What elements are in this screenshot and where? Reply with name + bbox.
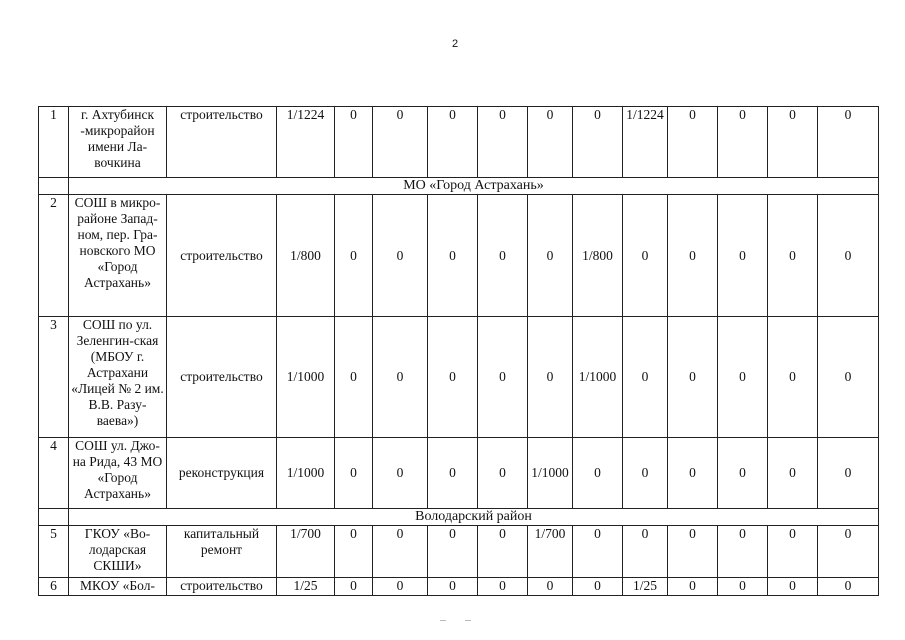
- value-cell: 0: [373, 578, 428, 596]
- value-cell: 0: [373, 107, 428, 178]
- value-cell: 0: [818, 526, 879, 578]
- value-cell: 0: [818, 107, 879, 178]
- value-cell: 0: [373, 438, 428, 509]
- value-cell: 0: [668, 317, 718, 438]
- work-type: строительство: [167, 317, 277, 438]
- value-cell: 0: [668, 578, 718, 596]
- value-cell: 0: [528, 107, 573, 178]
- object-name: МКОУ «Бол-: [69, 578, 167, 596]
- value-cell: 0: [573, 526, 623, 578]
- value-cell: 0: [478, 195, 528, 317]
- value-cell: 0: [818, 317, 879, 438]
- table-row: [39, 107, 879, 178]
- value-cell: 0: [335, 438, 373, 509]
- work-type: капитальный ремонт: [167, 526, 277, 578]
- value-cell: 0: [478, 107, 528, 178]
- scan-artifact: [465, 620, 471, 621]
- row-number: [39, 178, 69, 195]
- row-number: 6: [39, 578, 69, 596]
- section-row: [39, 178, 879, 195]
- value-cell: 1/700: [528, 526, 573, 578]
- object-name: СОШ в микро-районе Запад-ном, пер. Гра-новского МО «Город Астрахань»: [69, 195, 167, 317]
- value-cell: 0: [373, 317, 428, 438]
- value-cell: 0: [428, 438, 478, 509]
- value-cell: 1/800: [573, 195, 623, 317]
- value-cell: 1/800: [277, 195, 335, 317]
- value-cell: 0: [718, 578, 768, 596]
- value-cell: 0: [573, 578, 623, 596]
- value-cell: 0: [335, 317, 373, 438]
- value-cell: 0: [573, 438, 623, 509]
- value-cell: 0: [428, 526, 478, 578]
- work-type: строительство: [167, 578, 277, 596]
- value-cell: 0: [478, 526, 528, 578]
- value-cell: 1/25: [623, 578, 668, 596]
- value-cell: 0: [768, 438, 818, 509]
- value-cell: 0: [718, 195, 768, 317]
- value-cell: 0: [718, 107, 768, 178]
- value-cell: 1/25: [277, 578, 335, 596]
- work-type: строительство: [167, 107, 277, 178]
- object-name: ГКОУ «Во-лодарская СКШИ»: [69, 526, 167, 578]
- value-cell: 0: [768, 195, 818, 317]
- value-cell: 0: [768, 317, 818, 438]
- value-cell: 0: [768, 578, 818, 596]
- value-cell: 1/1000: [528, 438, 573, 509]
- value-cell: 0: [623, 438, 668, 509]
- value-cell: 0: [768, 526, 818, 578]
- value-cell: 0: [478, 578, 528, 596]
- value-cell: 0: [373, 195, 428, 317]
- value-cell: 1/1224: [277, 107, 335, 178]
- page-number: 2: [452, 38, 459, 50]
- value-cell: 0: [428, 195, 478, 317]
- value-cell: 0: [818, 438, 879, 509]
- value-cell: 0: [478, 317, 528, 438]
- table-row: [39, 578, 879, 596]
- value-cell: 0: [718, 438, 768, 509]
- value-cell: 0: [623, 195, 668, 317]
- table-row: [39, 438, 879, 509]
- object-name: СОШ по ул. Зеленгин-ская (МБОУ г. Астрахани «Лицей № 2 им. В.В. Разу-ваева»): [69, 317, 167, 438]
- objects-table: [38, 106, 879, 596]
- row-number: 1: [39, 107, 69, 178]
- value-cell: 0: [335, 195, 373, 317]
- scan-artifact: [440, 620, 446, 621]
- value-cell: 0: [373, 526, 428, 578]
- value-cell: 0: [668, 107, 718, 178]
- value-cell: 0: [335, 107, 373, 178]
- value-cell: 0: [718, 526, 768, 578]
- value-cell: 0: [818, 195, 879, 317]
- value-cell: 0: [623, 317, 668, 438]
- value-cell: 0: [528, 195, 573, 317]
- value-cell: 0: [478, 438, 528, 509]
- value-cell: 1/1000: [277, 317, 335, 438]
- section-header: МО «Город Астрахань»: [69, 178, 879, 195]
- value-cell: 1/700: [277, 526, 335, 578]
- value-cell: 0: [623, 526, 668, 578]
- work-type: строительство: [167, 195, 277, 317]
- section-row: [39, 509, 879, 526]
- value-cell: 0: [818, 578, 879, 596]
- value-cell: 0: [718, 317, 768, 438]
- value-cell: 0: [573, 107, 623, 178]
- value-cell: 1/1000: [573, 317, 623, 438]
- object-name: СОШ ул. Джо-на Рида, 43 МО «Город Астрахань»: [69, 438, 167, 509]
- value-cell: 0: [335, 578, 373, 596]
- value-cell: 0: [668, 195, 718, 317]
- value-cell: 0: [335, 526, 373, 578]
- table-row: [39, 317, 879, 438]
- work-type: реконструкция: [167, 438, 277, 509]
- row-number: 4: [39, 438, 69, 509]
- value-cell: 0: [668, 526, 718, 578]
- value-cell: 1/1224: [623, 107, 668, 178]
- value-cell: 0: [528, 578, 573, 596]
- row-number: [39, 509, 69, 526]
- value-cell: 0: [428, 578, 478, 596]
- value-cell: 1/1000: [277, 438, 335, 509]
- object-name: г. Ахтубинск -микрорайон имени Ла-вочкина: [69, 107, 167, 178]
- value-cell: 0: [768, 107, 818, 178]
- value-cell: 0: [668, 438, 718, 509]
- row-number: 3: [39, 317, 69, 438]
- value-cell: 0: [428, 317, 478, 438]
- value-cell: 0: [428, 107, 478, 178]
- table-row: [39, 526, 879, 578]
- row-number: 5: [39, 526, 69, 578]
- value-cell: 0: [528, 317, 573, 438]
- table-row: [39, 195, 879, 317]
- row-number: 2: [39, 195, 69, 317]
- section-header: Володарский район: [69, 509, 879, 526]
